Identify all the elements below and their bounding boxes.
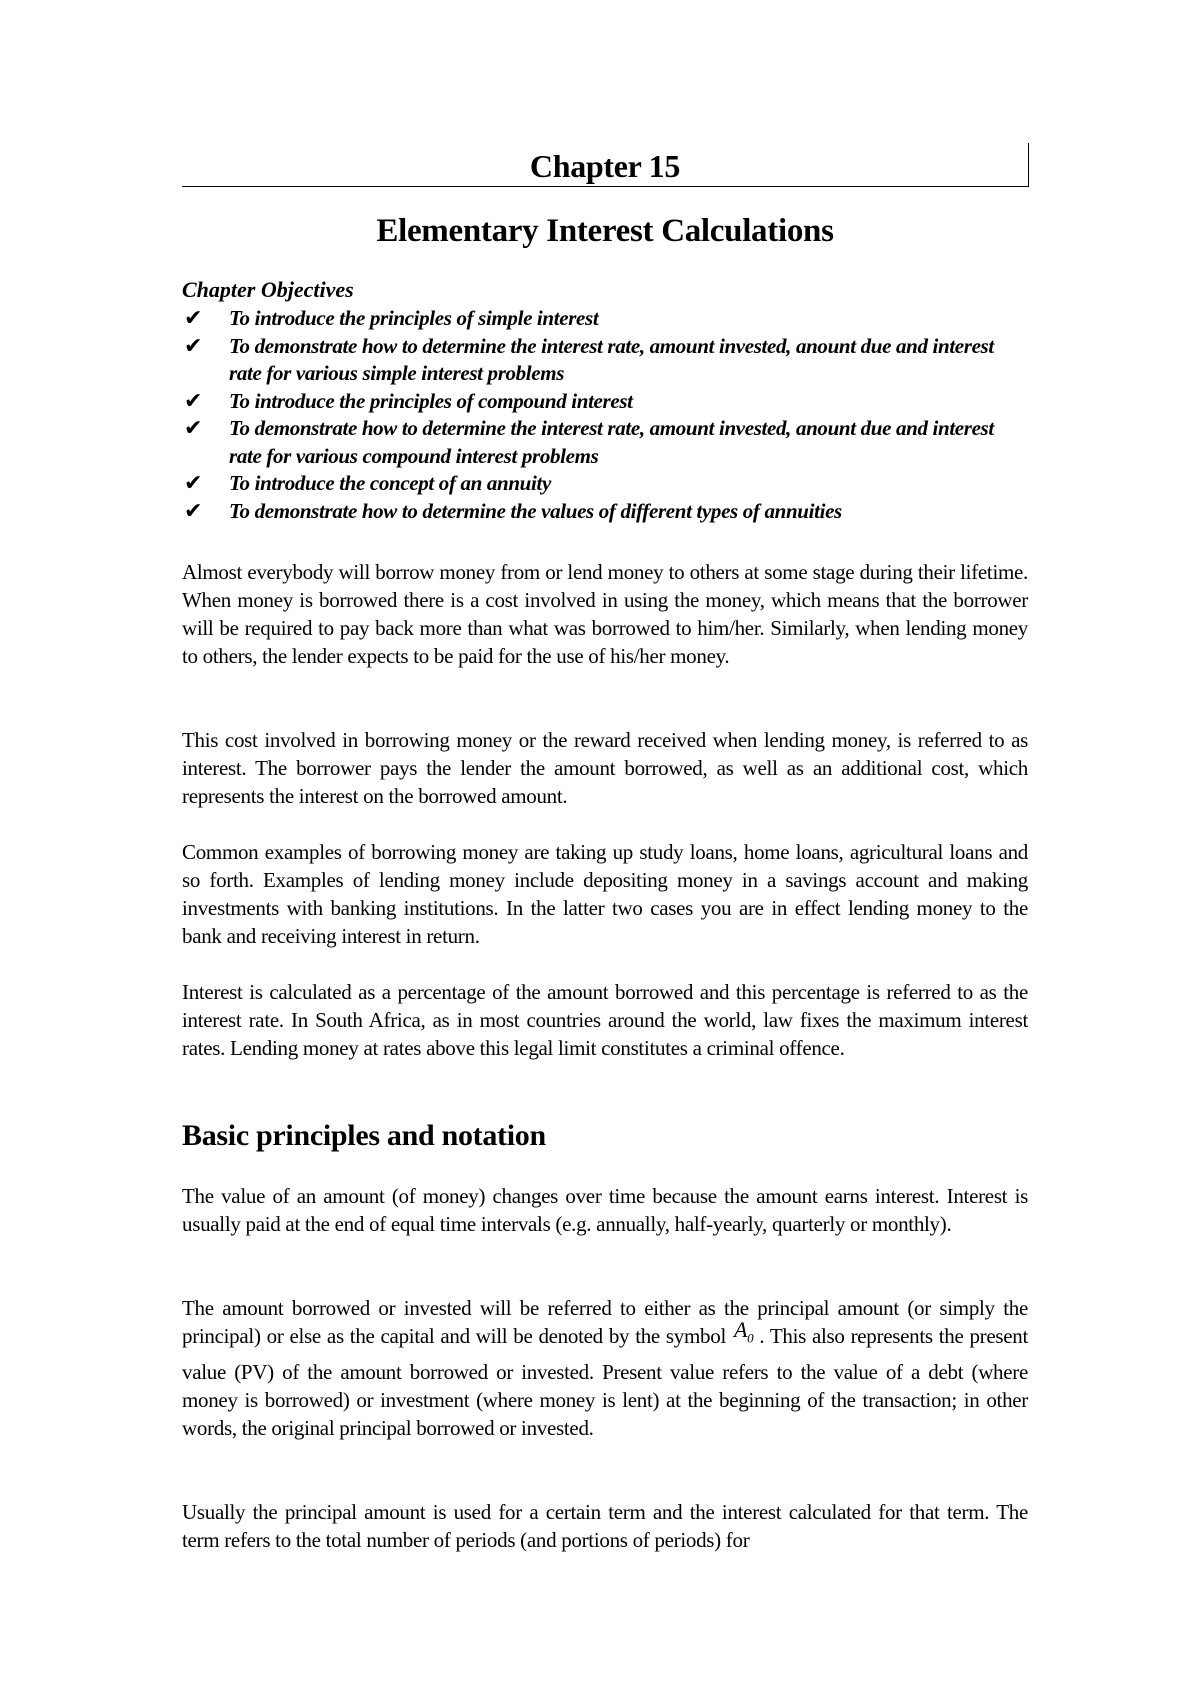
objective-text: To introduce the principles of simple interest bbox=[229, 306, 599, 330]
objective-text: To demonstrate how to determine the interest rate, amount invested, anount due and interest rate for various simple interest problems bbox=[229, 333, 994, 385]
chapter-objectives bbox=[182, 276, 1028, 525]
check-icon: ✔ bbox=[184, 306, 203, 331]
objective-text: To introduce the concept of an annuity bbox=[229, 471, 551, 495]
present-value-text: . This also represents the present value (PV) of the amount borrowed or invested. Present value refers to the value of a debt (where money is borrowed) or investment (where money is lent) at the beginning of the transaction; in other words, the original principal borrowed or invested. bbox=[182, 1324, 1028, 1441]
objective-item bbox=[182, 333, 1028, 388]
check-icon: ✔ bbox=[184, 471, 203, 496]
chapter-title: Chapter 15 bbox=[529, 148, 681, 184]
objective-text: To demonstrate how to determine the interest rate, amount invested, anount due and interest rate for various compound interest problems bbox=[229, 416, 994, 468]
objectives-list bbox=[182, 305, 1028, 525]
objective-item bbox=[182, 470, 1028, 498]
section-paragraph-3: Usually the principal amount is used for a certain term and the interest calculated for that term. The term refers to the total number of periods (and portions of periods) for bbox=[182, 1500, 1028, 1552]
principal-symbol: $A_0$ bbox=[733, 1317, 754, 1346]
intro-paragraph-1: Almost everybody will borrow money from or lend money to others at some stage during their lifetime. When money is borrowed there is a cost involved in using the money, which means that the borrower will be required to pay back more than what was borrowed to him/her. Similarly, when lending money to others, the lender expects to be paid for the use of his/her money. bbox=[182, 560, 1028, 668]
principal-text: The amount borrowed or invested will be referred to either as the principal amount (or simply the principal) or else as the capital and will be denoted by the symbol bbox=[182, 1296, 1028, 1348]
objective-text: To introduce the principles of compound interest bbox=[229, 388, 633, 413]
document-title: Elementary Interest Calculations bbox=[376, 213, 834, 249]
objective-item bbox=[182, 388, 1028, 416]
intro-paragraph-4: Interest is calculated as a percentage of the amount borrowed and this percentage is referred to as the interest rate. In South Africa, as in most countries around the world, law fixes the maximum interest rates. Lending money at rates above this legal limit constitutes a criminal offence. bbox=[182, 980, 1028, 1060]
objective-item bbox=[182, 498, 1028, 526]
check-icon: ✔ bbox=[184, 388, 203, 414]
check-icon: ✔ bbox=[184, 333, 203, 359]
objective-text: To demonstrate how to determine the values of different types of annuities bbox=[229, 498, 842, 523]
check-icon: ✔ bbox=[184, 416, 203, 441]
section-paragraph-1: The value of an amount (of money) changes over time because the amount earns interest. Interest is usually paid at the end of equal time intervals (e.g. annually, half-yearly, quarterly or monthly). bbox=[182, 1184, 1028, 1236]
objective-item bbox=[182, 305, 1028, 333]
check-icon: ✔ bbox=[184, 498, 203, 524]
intro-paragraph-2: This cost involved in borrowing money or the reward received when lending money, is referred to as interest. The borrower pays the lender the amount borrowed, as well as an additional cost, which represents the interest on the borrowed amount. bbox=[182, 728, 1028, 808]
intro-paragraph-3: Common examples of borrowing money are taking up study loans, home loans, agricultural loans and so forth. Examples of lending money include depositing money in a savings account and making investments with banking institutions. In the latter two cases you are in effect lending money to the bank and receiving interest in return. bbox=[182, 840, 1028, 948]
objective-item bbox=[182, 415, 1028, 470]
section-paragraph-2 bbox=[182, 1294, 1028, 1442]
section-heading: Basic principles and notation bbox=[182, 1119, 546, 1152]
objectives-heading: Chapter Objectives bbox=[182, 277, 354, 302]
